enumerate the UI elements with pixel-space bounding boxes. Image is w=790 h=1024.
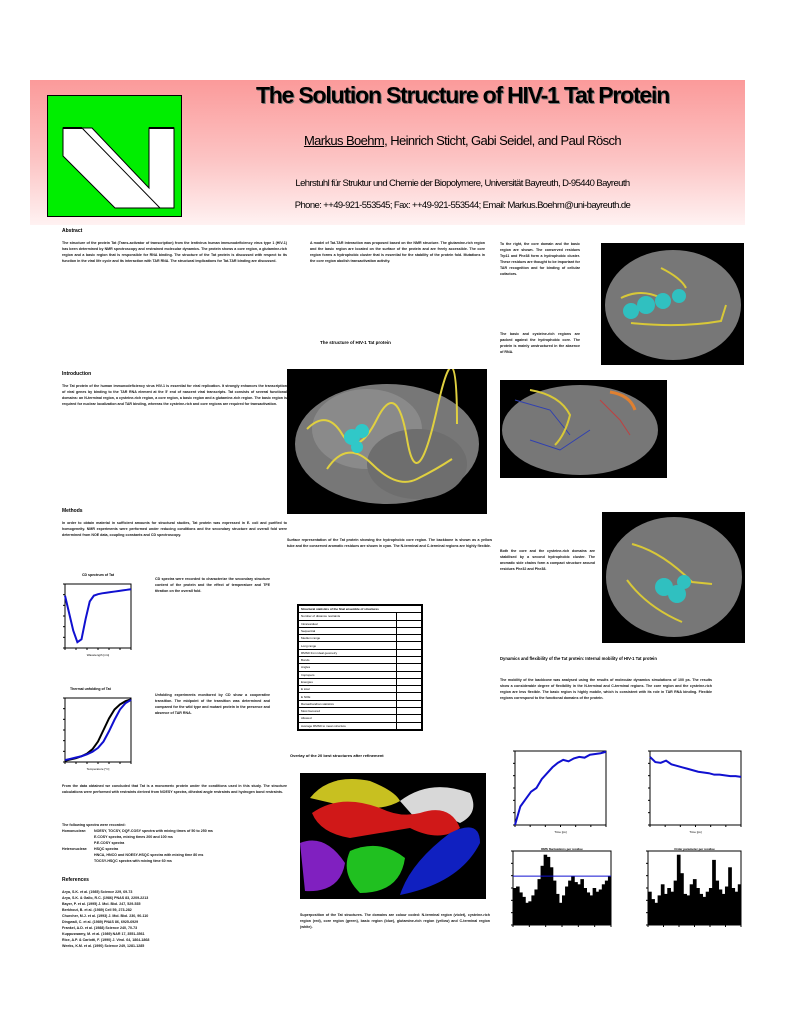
table-value — [397, 700, 422, 707]
bar — [587, 892, 591, 925]
figure2-caption: Superposition of the Tat structures. The domains are colour coded: N-terminal region (violet), cysteine-rich region (red), core region (green), basic region (blue), glutamine-rich region (yellow) and C-terminal region (white). — [300, 913, 490, 929]
methods-conclusion: From the data obtained we concluded that Tat is a monomeric protein under the conditions used in this study. The structure calculations were performed with restraints derived from NOESY spectra, dihedral angle restraints and hydrogen bond restraints. — [62, 784, 287, 794]
bar — [658, 895, 662, 925]
bar — [693, 879, 697, 925]
abstract-heading: Abstract — [62, 228, 83, 234]
bar — [677, 855, 681, 925]
reference-item: Rice, A.P. & Carlotti, F. (1990) J. Virol. 64, 1864-1868 — [62, 938, 150, 942]
table-label: Angles — [299, 664, 397, 671]
table-label: Allowed — [299, 715, 397, 722]
table-value — [397, 664, 422, 671]
table-value — [397, 613, 422, 620]
x-axis-label: Temperature [°C] — [86, 767, 110, 771]
reference-item: Berkhout, B. et al. (1989) Cell 59, 273-282 — [62, 908, 132, 912]
table-value — [397, 635, 422, 642]
spectra-description: TOCSY-HSQC spectra with mixing time 60 ms — [94, 859, 172, 863]
bar — [690, 884, 694, 925]
table-label: Most favoured — [299, 707, 397, 714]
bar — [522, 897, 526, 925]
bar — [534, 889, 538, 925]
bar — [553, 881, 557, 925]
bar — [728, 867, 732, 925]
bar — [670, 892, 674, 925]
x-axis-label: Time [ps] — [554, 830, 567, 834]
x-axis-label: Time [ps] — [689, 830, 702, 834]
bar — [559, 903, 563, 925]
spectra-type-label: Heteronuclear: — [62, 847, 88, 851]
order-parameter-chart — [640, 845, 745, 935]
bar — [674, 881, 678, 925]
table-label: Medium range — [299, 635, 397, 642]
unfolding-caption: Unfolding experiments monitored by CD show a cooperative transition. The midpoint of the transition was determined and compared for the wild type and mutant protein in the presence and absence of TAR RNA. — [155, 693, 270, 715]
table-label: Sequential — [299, 627, 397, 634]
reference-item: Frankel, A.D. et al. (1988) Science 240, 70-73 — [62, 926, 138, 930]
rmsd-chart — [505, 745, 610, 835]
bar — [696, 888, 700, 925]
table-row — [299, 635, 422, 642]
table-row — [299, 642, 422, 649]
reference-item: Arya, S.K. & Gallo, R.C. (1986) PNAS 83, 2209-2213 — [62, 896, 149, 900]
table-value — [397, 722, 422, 730]
abstract-body: The structure of the protein Tat (Trans-activator of transcription) from the lentivirus human immunodeficiency virus type 1 (HIV-1) has been determined by NMR spectroscopy and restrained molecular dynamics. The protein shows a core region, a glutamine-rich region and a basic region that is responsible for RNA binding. The structure of the Tat protein is discussed with respect to its function in the viral life cycle and its interaction with TAR RNA. The structural implications for Tat-TAR binding are discussed. — [62, 241, 287, 263]
table-value — [397, 627, 422, 634]
reference-item: Weeks, K.M. et al. (1990) Science 249, 1281-1285 — [62, 944, 145, 948]
table-value — [397, 642, 422, 649]
cd-chart-title: CD spectrum of Tat — [82, 573, 115, 577]
bar — [683, 894, 687, 925]
bar — [605, 881, 609, 925]
spectra-description: NOESY, TOCSY, DQF-COSY spectra with mixing times of 50 to 250 ms — [94, 829, 213, 833]
affiliation: Lehrstuhl für Struktur und Chemie der Biopolymere, Universität Bayreuth, D-95440 Bayreuth — [295, 178, 630, 189]
table-row — [299, 664, 422, 671]
cysteine-region-image — [500, 380, 667, 478]
table-row — [299, 671, 422, 678]
table-value — [397, 715, 422, 722]
spectra-type-label: Homonuclear: — [62, 829, 87, 833]
table-value — [397, 620, 422, 627]
table-label: E NOE — [299, 693, 397, 700]
bar — [583, 888, 587, 925]
bar — [513, 888, 517, 925]
bar — [703, 897, 707, 925]
reference-item: Kuppuswamy, M. et al. (1989) NAR 17, 3551-3561 — [62, 932, 145, 936]
bar — [571, 876, 575, 925]
table-label: Average RMSD to mean structure — [299, 722, 397, 730]
table-row — [299, 678, 422, 685]
table-value — [397, 656, 422, 663]
bar — [654, 903, 658, 925]
reference-item: Dingwall, C. et al. (1989) PNAS 86, 6925-6929 — [62, 920, 139, 924]
bar — [608, 876, 612, 925]
bar — [680, 873, 684, 925]
bar — [525, 903, 529, 925]
structure-intro-text: A model of Tat-TAR interaction was proposed based on the NMR structure. The glutamine-rich region and the basic region are located on the surface of the protein and are freely accessible. The core region forms a hydrophobic cluster that is essential for the stability of the protein fold. Mutations in the core region abolish transactivation activity. — [310, 241, 485, 263]
introduction-body: The Tat protein of the human immunodeficiency virus HIV-1 is essential for viral replication. It strongly enhances the transcription of viral genes by binding to the TAR RNA element at the 5' end of nascent viral transcripts. Tat consists of several functional domains: an N-terminal region, a cysteine-rich region, a core region, a basic region and a glutamine-rich region. The basic region is required for nuclear localization and TAR binding, whereas the cysteine-rich and core regions are required for transactivation. — [62, 384, 287, 406]
chart-title: Order parameter per residue — [674, 847, 715, 851]
unfolding-chart — [55, 692, 135, 772]
reference-item: Arya, S.K. et al. (1985) Science 229, 69-73 — [62, 890, 133, 894]
tat-surface-structure-image — [287, 369, 487, 514]
table-row — [299, 627, 422, 634]
hydrophobic-cluster-text: Both the core and the cysteine-rich domains are stabilised by a second hydrophobic cluster. The aromatic side chains form a compact structure around residues Phe32 and Phe38. — [500, 549, 595, 571]
table-row — [299, 686, 422, 693]
table-row — [299, 693, 422, 700]
university-logo-icon — [47, 95, 182, 217]
bar — [712, 860, 716, 925]
methods-body: In order to obtain material in sufficient amounts for structural studies, Tat protein was expressed in E. coli and purified to homogeneity. NMR experiments were performed under reducing conditions and the secondary structure and overall fold were determined from NOE data, coupling constants and CD spectroscopy. — [62, 521, 287, 537]
core-domain-image — [601, 243, 744, 365]
bar — [709, 888, 713, 925]
bar — [738, 884, 742, 925]
cd-caption: CD spectra were recorded to characterize the secondary structure content of the protein and the effect of temperature and TFE titration on the overall fold. — [155, 577, 270, 593]
spectra-description: HSQC spectra — [94, 847, 119, 851]
bar — [541, 866, 545, 925]
cd-spectrum-chart — [55, 578, 135, 658]
table-row — [299, 656, 422, 663]
table-row — [299, 613, 422, 620]
second-cluster-image — [602, 512, 745, 643]
table-row — [299, 649, 422, 656]
bar — [735, 892, 739, 925]
table-row — [299, 722, 422, 730]
table-value — [397, 671, 422, 678]
bar — [580, 879, 584, 925]
table-label: Impropers — [299, 671, 397, 678]
table-label: Ramachandran statistics — [299, 700, 397, 707]
structural-statistics-table — [297, 604, 423, 731]
bar — [599, 889, 603, 925]
figure2-label: Overlay of the 20 best structures after refinement — [290, 753, 384, 758]
spectra-type-label — [62, 858, 94, 864]
bar — [528, 901, 532, 925]
reference-item: Churcher, M.J. et al. (1993) J. Mol. Biol. 230, 90-110 — [62, 914, 149, 918]
introduction-heading: Introduction — [62, 371, 92, 377]
reference-list — [62, 889, 262, 949]
bar — [715, 881, 719, 925]
x-axis-label: Wavelength [nm] — [86, 653, 110, 657]
bar — [547, 857, 551, 925]
contact-info: Phone: ++49-921-553545; Fax: ++49-921-553544; Email: Markus.Boehm@uni-bayreuth.de — [294, 200, 631, 211]
poster-title: The Solution Structure of HIV-1 Tat Protein — [255, 82, 670, 108]
co-authors: , Heinrich Sticht, Gabi Seidel, and Paul Rösch — [384, 133, 622, 148]
table-value — [397, 686, 422, 693]
bar — [699, 894, 703, 925]
table-label: Long range — [299, 642, 397, 649]
table-value — [397, 649, 422, 656]
bar — [719, 889, 723, 925]
bar — [686, 895, 690, 925]
bar — [544, 855, 548, 925]
rmsf-chart — [505, 845, 615, 935]
table-label: E total — [299, 686, 397, 693]
bar — [516, 887, 520, 925]
bar — [568, 881, 572, 925]
bar — [574, 882, 578, 925]
spectra-list-item — [62, 858, 292, 864]
basic-region-text: The basic and cysteine-rich regions are packed against the hydrophobic core. The protein is mainly unstructured in the absence of RNA. — [500, 332, 580, 354]
figure1-caption: Surface representation of the Tat protein showing the hydrophobic core region. The backbone is shown as a yellow tube and the conserved aromatic residues are shown in cyan. The N-terminal and C-terminal regions are highly flexible. — [287, 538, 492, 548]
methods-heading: Methods — [62, 508, 83, 514]
spectra-description: E.COSY spectra, mixing times 200 and 100 ms — [94, 835, 173, 839]
core-domain-text: To the right, the core domain and the basic region are shown. The conserved residues Trp11 and Phe38 form a hydrophobic cluster. These residues are thought to be important for TAR recognition and for binding of cellular cofactors. — [500, 242, 580, 276]
bar — [590, 895, 594, 925]
unfolding-chart-title: Thermal unfolding of Tat — [70, 687, 111, 691]
bar — [562, 895, 566, 925]
figure1-label: The structure of HIV-1 Tat protein — [320, 340, 391, 345]
bar — [565, 887, 569, 925]
bar — [596, 892, 600, 925]
table-value — [397, 693, 422, 700]
ensemble-overlay-image — [300, 773, 486, 899]
bar — [602, 884, 606, 925]
reference-item: Bayer, P. et al. (1995) J. Mol. Biol. 247, 529-535 — [62, 902, 141, 906]
bar — [538, 879, 542, 925]
bar — [577, 884, 581, 925]
spectra-description: P.E.COSY spectra — [94, 841, 125, 845]
table-row — [299, 700, 422, 707]
bar — [664, 894, 668, 925]
table-label: Bonds — [299, 656, 397, 663]
bar — [556, 894, 560, 925]
table-value — [397, 707, 422, 714]
bar — [648, 892, 652, 925]
table-row — [299, 707, 422, 714]
chart-title: RMS fluctuations per residue — [541, 847, 583, 851]
dynamics-heading: Dynamics and flexibility of the Tat protein: Internal mobility of HIV-1 Tat protein — [500, 656, 657, 661]
bar — [651, 899, 655, 925]
bar — [519, 892, 523, 925]
table-row — [299, 620, 422, 627]
table-title: Structural statistics of the final ensemble of structures — [299, 606, 422, 613]
spectra-list — [62, 828, 292, 864]
bar — [722, 894, 726, 925]
presenting-author: Markus Boehm — [303, 133, 385, 148]
table-row — [299, 715, 422, 722]
bar — [661, 884, 665, 925]
bar — [593, 888, 597, 925]
dynamics-body: The mobility of the backbone was analysed using the results of molecular dynamics simulations of 100 ps. The results show a considerable degree of flexibility in the N-terminal and C-terminal regions. The core region and the cysteine-rich region are less flexible. The basic region is highly mobile, which is consistent with its role in TAR RNA binding. Flexible regions correspond to the functional domains of the protein. — [500, 678, 712, 700]
spectra-description: HNCA, HNCO and NOESY-HSQC spectra with mixing time 80 ms — [94, 853, 204, 857]
spectra-list-heading: The following spectra were recorded: — [62, 823, 126, 827]
table-label: Number of distance restraints — [299, 613, 397, 620]
table-label: Energies — [299, 678, 397, 685]
table-label: Intraresidual — [299, 620, 397, 627]
table-value — [397, 678, 422, 685]
radius-of-gyration-chart — [640, 745, 745, 835]
bar — [725, 887, 729, 925]
author-list — [180, 133, 745, 148]
bar — [706, 892, 710, 925]
bar — [531, 895, 535, 925]
table-label: RMSD from ideal geometry — [299, 649, 397, 656]
bar — [731, 888, 735, 925]
references-heading: References — [62, 877, 89, 883]
bar — [667, 888, 671, 925]
